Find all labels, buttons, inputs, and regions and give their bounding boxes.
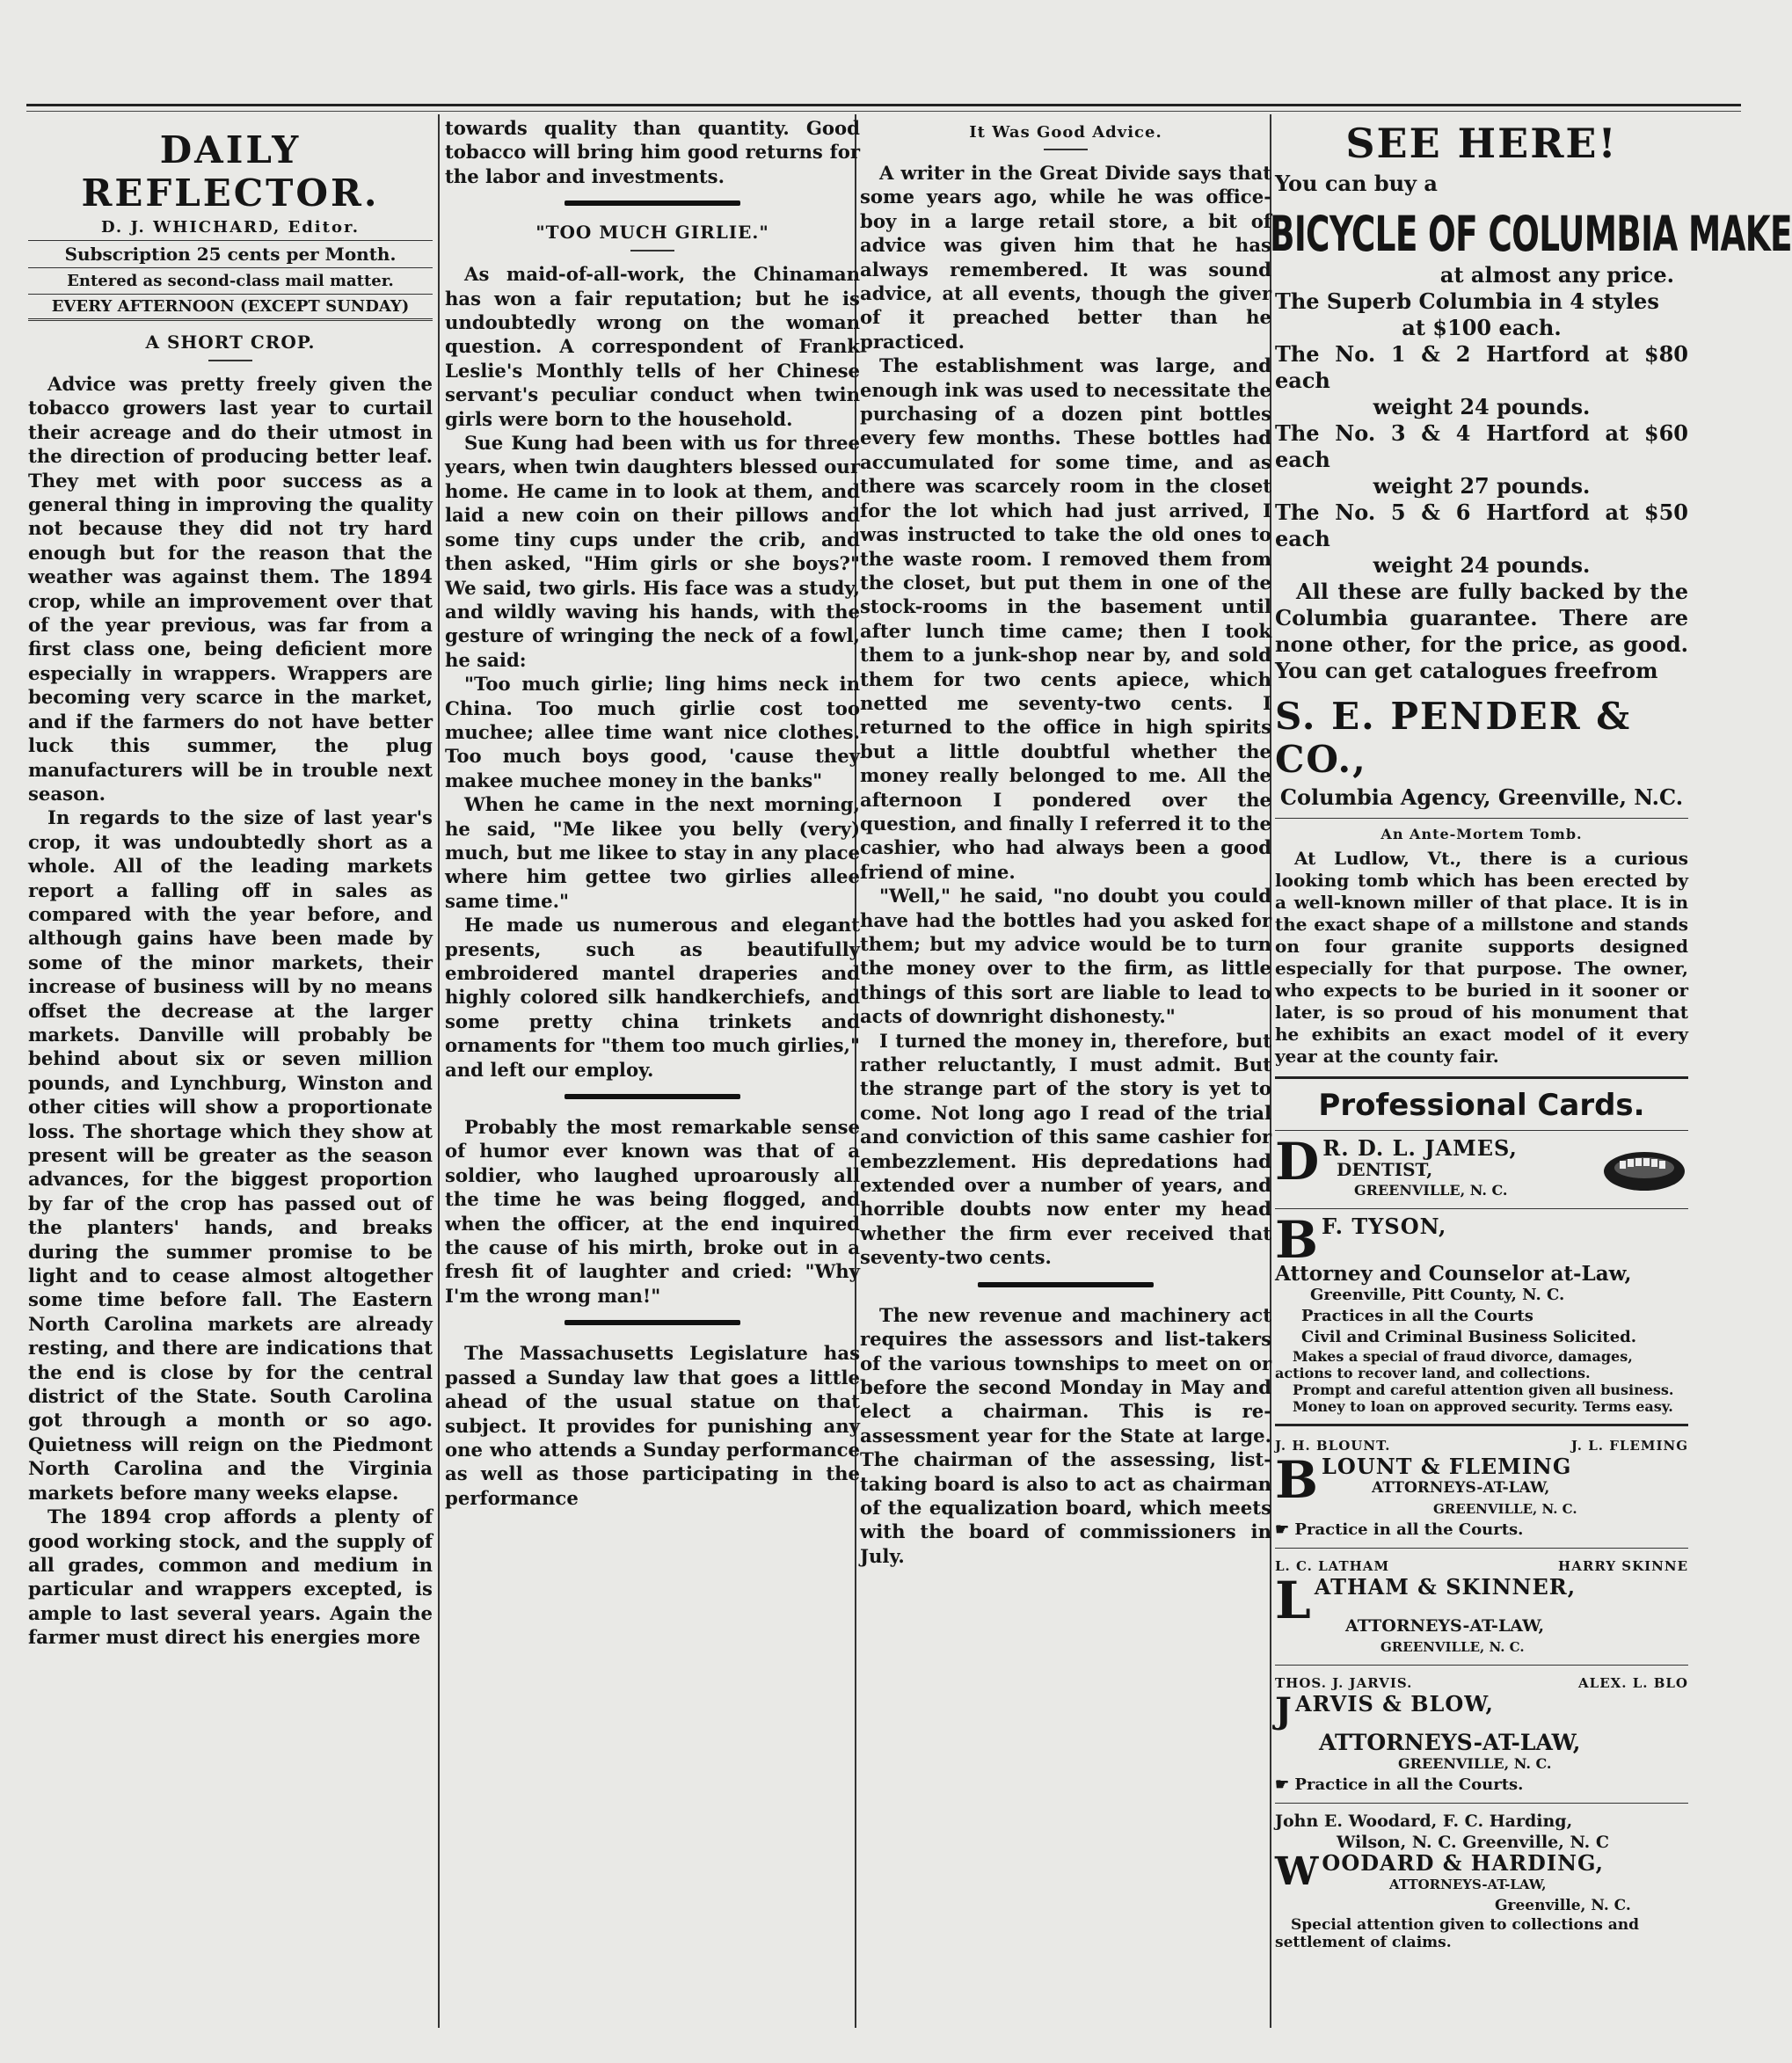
article-paragraph: He made us numerous and elegant presents, such as beautifully embroidered mantel draperies and highly colored silk handkerchiefs, and some pretty china trinkets and ornaments for "them too much girlies," and left our employ. (445, 914, 860, 1081)
column-1 (28, 116, 433, 2028)
masthead-title: DAILY REFLECTOR. (81, 128, 380, 215)
divider (1275, 1208, 1688, 1209)
ad-line: Columbia Agency, Greenville, N.C. (1279, 784, 1684, 810)
card-place: GREENVILLE, N. C. (1398, 1755, 1552, 1772)
article-paragraph: A writer in the Great Divide says that some years ago, while he was office-boy in a large retail store, a bit of advice was given him that he has always remembered. It was sound advice, at all events, though the giver of it preached better than he practiced. (860, 162, 1271, 353)
ad-line: The Superb Columbia in 4 styles (1275, 288, 1659, 314)
divider (1275, 1665, 1688, 1666)
card-latham (1275, 1556, 1688, 1658)
article-heading: An Ante-Mortem Tomb. (1380, 826, 1583, 842)
card-title: ATTORNEYS-AT-LAW, (1372, 1479, 1550, 1497)
article-heading: "TOO MUCH GIRLIE." (535, 222, 769, 244)
card-name: ATHAM & SKINNER, (1314, 1574, 1577, 1600)
card-line: Makes a special of fraud divorce, damages, actions to recover land, and collections. (1275, 1348, 1633, 1381)
card-line: Practices in all the Courts (1301, 1307, 1533, 1325)
ad-line: The No. 3 & 4 Hartford at $60 each (1275, 420, 1688, 472)
partner-name: J. L. FLEMING (1570, 1438, 1688, 1454)
article-paragraph: Sue Kung had been with us for three years, when twin daughters blessed our home. He came in to look at them, and laid a new coin on their pillows and some tiny cups under the crib, and then asked, "Him girls or she boys?" We said, two girls. His face was a study, and wildly waving his hands, with the gesture of wringing the neck of a fowl, he said: (445, 432, 860, 671)
card-note: Special attention given to collections and settlement of claims. (1275, 1916, 1639, 1951)
card-initial: D (1275, 1132, 1320, 1192)
card-place: GREENVILLE, N. C. (1433, 1501, 1577, 1517)
card-title: Attorney and Counselor at-Law, (1275, 1262, 1632, 1286)
card-name: OODARD & HARDING, (1322, 1850, 1605, 1876)
article-paragraph: Probably the most remarkable sense of humor ever known was that of a soldier, who laughed uproarously all the time he was being flogged, and when the officer, at the end inquired the cause of his mirth, broke out in a fresh fit of laughter and cried: "Why I'm the wrong man!" (445, 1116, 860, 1307)
partner-name: HARRY SKINNE (1558, 1558, 1688, 1574)
article-paragraph: In regards to the size of last year's crop, it was undoubtedly short as a whole. All of the leading markets report a falling off in sales as compared with the year before, and although gains have been made by some of the minor markets, their increase of business will by no means offset the decrease at the larger markets. Danville will probably be behind about six or seven million pounds, and Lynchburg, Winston and other cities will show a proportionate loss. The shortage which they show at present will be greater as the season advances, for the biggest proportion by far of the crop has passed out of the planters' hands, and breaks during the summer promise to be light and to cease almost altogether some time before fall. The Eastern North Carolina markets are already resting, and there are indications that the end is close by for the central district of the State. South Carolina got through a month or so ago. Quietness will reign on the Piedmont North Carolina and the Virginia markets before many weeks elapse. (28, 806, 433, 1504)
card-tyson (1275, 1210, 1688, 1415)
article-paragraph: I turned the money in, therefore, but rather reluctantly, I must admit. But the strange part of the story is yet to come. Not long ago I read of the trial and conviction of this same cashier for embezzlement. His depredations had extended over a number of years, and horrible doubts now enter my head whether the firm ever received that seventy-two cents. (860, 1029, 1271, 1269)
card-line: Money to loan on approved security. Terms easy. (1293, 1398, 1673, 1415)
card-title: ATTORNEYS-AT-LAW, (1389, 1877, 1547, 1892)
masthead-editor: D. J. WHICHARD, Editor. (100, 218, 361, 237)
section-heading: Professional Cards. (1318, 1088, 1645, 1123)
article-heading: A SHORT CROP. (145, 332, 316, 353)
card-places: Wilson, N. C. Greenville, N. C (1337, 1833, 1609, 1852)
article-paragraph: The Massachusetts Legislature has passed a Sunday law that goes a little ahead of the usual statue on that subject. It provides for punishing any one who attends a Sunday performance as well as those participating in the performance (445, 1342, 860, 1509)
ad-line: at $100 each. (1402, 315, 1562, 340)
article-paragraph: towards quality than quantity. Good tobacco will bring him good returns for the labor and investments. (445, 117, 860, 187)
card-place: Greenville, N. C. (1495, 1897, 1631, 1914)
ad-headline: SEE HERE! (1345, 120, 1618, 167)
card-initial: W (1275, 1849, 1319, 1894)
card-initial: L (1275, 1571, 1311, 1630)
bicycle-advertisement (1270, 120, 1792, 811)
column-3 (860, 116, 1271, 2028)
card-blount (1275, 1435, 1688, 1541)
ad-line: weight 24 pounds. (1373, 394, 1591, 419)
article-paragraph: When he came in the next morning, he said, "Me likee you belly (very) much, but me likee to stay in any place where him gettee two girlies allee same time." (445, 793, 860, 912)
article-heading: It Was Good Advice. (969, 123, 1162, 142)
masthead-entered: Entered as second-class mail matter. (67, 272, 394, 290)
pointing-hand-icon: ☛ (1275, 1775, 1290, 1794)
top-rule-thin (26, 111, 1741, 112)
divider (630, 250, 674, 251)
article-paragraph: "Too much girlie; ling hims neck in China. Too much girlie cost too muchee; allee time want nice clothes. Too much boys good, 'cause they makee muchee money in the banks" (445, 673, 860, 791)
card-jarvis (1275, 1673, 1688, 1796)
divider (1044, 149, 1088, 150)
article-paragraph: The new revenue and machinery act requires the assessors and list-takers of the various townships to meet on or before the second Monday in May and elect a chairman. This is re-assessment year for the State at large. The chairman of the assessing, list-taking board is also to act as chairman of the equalization board, which meets with the board of commissioners in July. (860, 1303, 1271, 1567)
ad-line: weight 24 pounds. (1373, 552, 1591, 578)
card-initial: B (1275, 1450, 1319, 1510)
article-paragraph: "Well," he said, "no doubt you could have had the bottles had you asked for them; but my advice would be to turn the money over to the firm, as little things of this sort are liable to lead to acts of downright dishonesty." (860, 885, 1271, 1028)
card-place: GREENVILLE, N. C. (1354, 1182, 1508, 1199)
article-paragraph: The 1894 crop affords a plenty of good working stock, and the supply of all grades, common and medium in particular and wrappers excepted, is ample to last several years. Again the farmer must direct his energies more (28, 1505, 433, 1649)
card-line: Prompt and careful attention given all business. (1293, 1381, 1674, 1398)
card-title: DENTIST, (1337, 1159, 1433, 1180)
ad-line: The No. 1 & 2 Hartford at $80 each (1275, 341, 1688, 393)
dentures-icon (1600, 1141, 1688, 1194)
ad-line: You can buy a (1275, 171, 1438, 196)
divider (1275, 1424, 1688, 1426)
ad-line: at almost any price. (1439, 262, 1674, 288)
partner-name: ALEX. L. BLO (1578, 1675, 1688, 1691)
card-place: Greenville, Pitt County, N. C. (1310, 1286, 1565, 1304)
ad-line: All these are fully backed by the Columbia guarantee. There are none other, for the price, as good. You can get catalogues freefrom (1275, 579, 1688, 683)
card-place: GREENVILLE, N. C. (1380, 1639, 1525, 1655)
column-4 (1270, 116, 1792, 2028)
article-paragraph: At Ludlow, Vt., there is a curious looking tomb which has been erected by a well-known miller of that place. It is in the exact shape of a millstone and stands on four granite supports designed especially for that purpose. The owner, who expects to be buried in it sooner or later, is so proud of his monument that he exhibits an exact model of it every year at the county fair. (1275, 848, 1688, 1067)
article-paragraph: As maid-of-all-work, the Chinaman has won a fair reputation; but he is undoubtedly wrong on the woman question. A correspondent of Frank Leslie's Monthly tells of her Chinese servant's peculiar conduct when twin girls were born to the household. (445, 263, 860, 430)
card-title: ATTORNEYS-AT-LAW, (1345, 1616, 1545, 1636)
masthead-subscription: Subscription 25 cents per Month. (28, 240, 433, 268)
divider (1275, 1076, 1688, 1079)
ad-line: weight 27 pounds. (1373, 473, 1591, 499)
divider (1275, 1548, 1688, 1549)
card-name: LOUNT & FLEMING (1322, 1454, 1572, 1479)
divider (565, 200, 740, 206)
card-initial: B (1275, 1210, 1319, 1270)
divider (1275, 818, 1688, 819)
partner-name: J. H. BLOUNT. (1275, 1438, 1391, 1454)
divider (565, 1320, 740, 1325)
article-paragraph: The establishment was large, and enough ink was used to necessitate the purchasing of a dozen pint bottles every few months. These bottles had accumulated for some time, and as there was scarcely room in the closet for the lot which had just arrived, I was instructed to take the old ones to the waste room. I removed them from the closet, but put them in one of the stock-rooms in the basement until after lunch time came; then I took them to a junk-shop near by, and sold them for two cents apiece, which netted me seventy-two cents. I returned to the office in high spirits but a little doubtful whether the money really belonged to me. All the afternoon I pondered over the question, and finally I referred it to the cashier, who had always been a good friend of mine. (860, 354, 1271, 883)
divider (1275, 1803, 1688, 1804)
card-initial: J (1275, 1690, 1292, 1731)
pointing-hand-icon: ☛ (1275, 1520, 1290, 1539)
card-name: F. TYSON, (1322, 1214, 1447, 1239)
card-woodard (1275, 1811, 1688, 1951)
card-james (1275, 1132, 1688, 1201)
column-2 (445, 116, 860, 2028)
card-name: R. D. L. JAMES, (1322, 1135, 1518, 1161)
top-rule (26, 104, 1741, 106)
card-name: ARVIS & BLOW, (1294, 1691, 1494, 1717)
masthead-schedule: EVERY AFTERNOON (EXCEPT SUNDAY) (28, 294, 433, 321)
article-paragraph: Advice was pretty freely given the tobacco growers last year to curtail their acreage and do their utmost in the direction of producing better leaf. They met with poor success as a general thing in improving the quality not because they did not try hard enough but for the reason that the weather was against them. The 1894 crop, while an improvement over that of the year previous, was far from a first class one, being deficient more especially in wrappers. Wrappers are becoming very scarce in the market, and if the farmers do not have better luck this summer, the plug manufacturers will be in trouble next season. (28, 373, 433, 805)
divider (978, 1282, 1154, 1287)
divider (1275, 1130, 1688, 1131)
partner-name: THOS. J. JARVIS. (1275, 1675, 1413, 1691)
card-title: ATTORNEYS-AT-LAW, (1319, 1730, 1581, 1755)
ad-merchant: S. E. PENDER & CO., (1275, 695, 1632, 781)
ad-bicycle-banner: BICYCLE OF COLUMBIA MAKE (1270, 206, 1792, 262)
divider (208, 360, 252, 361)
card-note: Practice in all the Courts. (1294, 1775, 1524, 1794)
ad-line: The No. 5 & 6 Hartford at $50 each (1275, 499, 1688, 551)
divider (565, 1094, 740, 1099)
card-partners: John E. Woodard, F. C. Harding, (1275, 1812, 1573, 1831)
partner-name: L. C. LATHAM (1275, 1558, 1390, 1574)
card-line: Civil and Criminal Business Solicited. (1301, 1328, 1636, 1346)
card-note: Practice in all the Courts. (1294, 1520, 1524, 1539)
column-rule (438, 114, 440, 2028)
